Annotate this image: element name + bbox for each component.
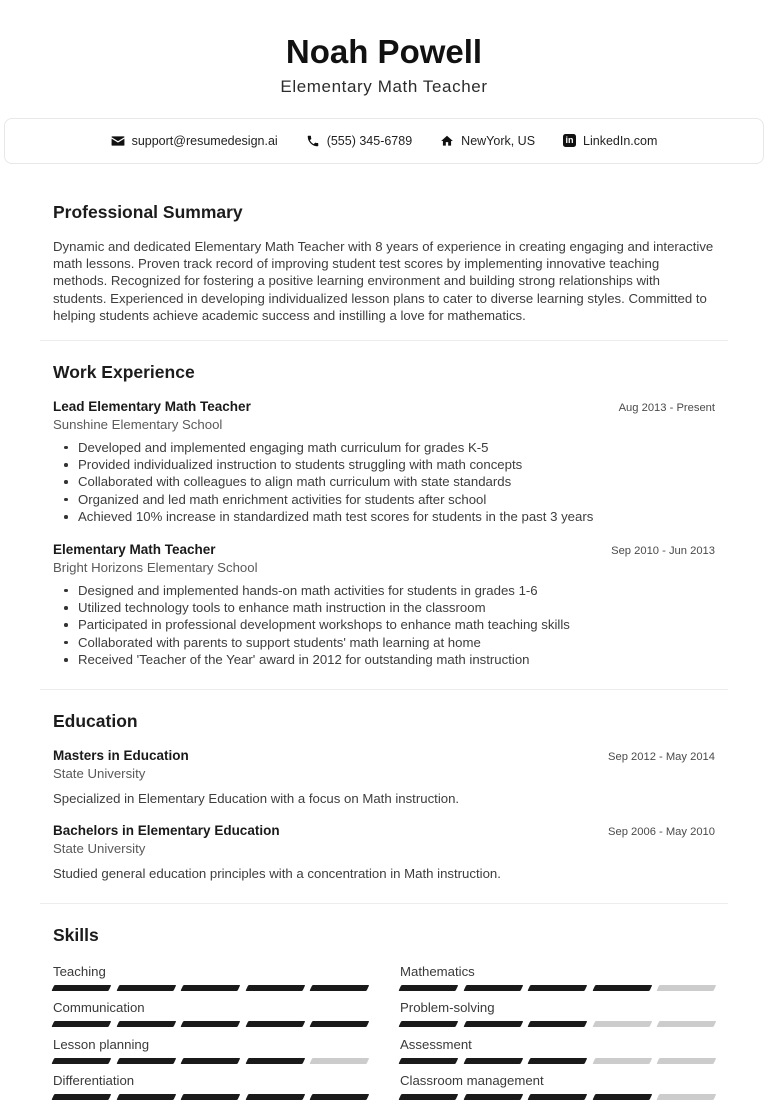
skill-segment-filled (528, 1058, 587, 1064)
skills-column-right (400, 964, 715, 1110)
skill-item (400, 1037, 715, 1064)
skill-segment-filled (245, 1021, 304, 1027)
skill-segment-filled (181, 1058, 240, 1064)
experience-heading: Work Experience (53, 361, 195, 382)
skill-segment-empty (310, 1058, 369, 1064)
phone-icon (306, 134, 320, 148)
candidate-name: Noah Powell (285, 33, 483, 70)
skill-segment-filled (310, 1094, 369, 1100)
job-bullet: Provided individualized instruction to students struggling with math concepts (78, 456, 715, 473)
job-bullet: Achieved 10% increase in standardized math test scores for students in the past 3 years (78, 508, 715, 525)
degree-title: Bachelors in Elementary Education (53, 823, 280, 839)
skill-item (53, 1073, 368, 1100)
skill-segment-filled (52, 985, 111, 991)
skill-segment-empty (592, 1058, 651, 1064)
resume-body (0, 202, 768, 1110)
degree-entry-head (53, 823, 715, 838)
degree-description: Specialized in Elementary Education with a focus on Math instruction. (53, 790, 460, 806)
job-dates: Sep 2010 - Jun 2013 (611, 544, 715, 557)
skill-name: Lesson planning (53, 1036, 150, 1052)
job-bullet: Collaborated with colleagues to align math curriculum with state standards (78, 473, 715, 490)
skill-segment-empty (657, 1094, 716, 1100)
skill-level-bar (53, 1021, 368, 1027)
skill-segment-filled (528, 985, 587, 991)
degree-entry-head (53, 748, 715, 763)
skill-level-bar (53, 1094, 368, 1100)
skill-segment-filled (463, 1058, 522, 1064)
job-dates: Aug 2013 - Present (618, 401, 715, 414)
contact-email-text: support@resumedesign.ai (131, 133, 278, 148)
degree-entry (53, 823, 715, 882)
linkedin-icon: in (563, 134, 576, 147)
resume-header (0, 0, 768, 97)
skill-name: Teaching (53, 963, 106, 979)
contact-linkedin-text: LinkedIn.com (583, 133, 658, 148)
skill-segment-filled (181, 985, 240, 991)
skill-level-bar (53, 1058, 368, 1064)
skill-segment-filled (245, 985, 304, 991)
contact-location[interactable] (440, 134, 535, 148)
contact-linkedin[interactable] (563, 134, 657, 148)
skill-segment-filled (52, 1058, 111, 1064)
skill-name: Assessment (400, 1036, 472, 1052)
skill-segment-filled (399, 1021, 458, 1027)
skill-segment-filled (116, 1058, 175, 1064)
skill-segment-filled (116, 1094, 175, 1100)
skill-segment-filled (592, 1094, 651, 1100)
skill-name: Mathematics (400, 963, 475, 979)
skills-column-left (53, 964, 368, 1110)
contact-bar (4, 118, 764, 164)
email-icon (111, 134, 125, 148)
summary-text: Dynamic and dedicated Elementary Math Teacher with 8 years of experience in creating engaging and interactive math lessons. Proven track record of improving student test scores by implementing innovative teaching methods. Recognized for fostering a positive learning environment and building strong relationships with students. Experienced in developing individualized lesson plans to cater to diverse learning styles. Committed to helping students achieve academic success and instilling a love for mathematics. (53, 238, 714, 324)
skill-level-bar (53, 985, 368, 991)
job-entry-head (53, 542, 715, 557)
skill-segment-empty (657, 1058, 716, 1064)
skill-name: Problem-solving (400, 1000, 495, 1015)
skill-segment-filled (116, 985, 175, 991)
skill-segment-filled (52, 1021, 111, 1027)
degree-dates: Sep 2012 - May 2014 (608, 750, 715, 763)
job-bullet: Received 'Teacher of the Year' award in 2012 for outstanding math instruction (78, 651, 715, 668)
section-professional-summary (40, 202, 728, 340)
skill-segment-empty (657, 985, 716, 991)
home-icon (440, 134, 454, 148)
job-bullets (53, 582, 715, 669)
skill-item (53, 964, 368, 991)
job-bullet: Designed and implemented hands-on math activities for students in grades 1-6 (78, 582, 715, 599)
degree-entry (53, 748, 715, 807)
skill-segment-filled (592, 985, 651, 991)
skill-item (400, 1000, 715, 1027)
degree-title: Masters in Education (53, 747, 189, 763)
skill-segment-filled (245, 1094, 304, 1100)
job-company: Sunshine Elementary School (53, 416, 223, 432)
skill-name: Differentiation (53, 1073, 135, 1088)
contact-phone[interactable] (306, 134, 412, 148)
job-bullet: Organized and led math enrichment activities for students after school (78, 491, 715, 508)
job-bullets (53, 439, 715, 526)
skill-level-bar (400, 1094, 715, 1100)
candidate-job-title: Elementary Math Teacher (280, 76, 488, 96)
skill-segment-filled (310, 985, 369, 991)
job-bullet: Participated in professional development workshops to enhance math teaching skills (78, 616, 715, 633)
section-skills (40, 903, 728, 1110)
contact-email[interactable] (111, 134, 278, 148)
skill-segment-empty (657, 1021, 716, 1027)
job-title: Lead Elementary Math Teacher (53, 398, 251, 414)
skill-level-bar (400, 1021, 715, 1027)
education-heading: Education (53, 710, 138, 731)
skill-item (400, 1073, 715, 1100)
skill-level-bar (400, 985, 715, 991)
section-education (40, 689, 728, 903)
degree-school: State University (53, 765, 146, 781)
skill-segment-filled (463, 1094, 522, 1100)
section-work-experience (40, 340, 728, 689)
skill-segment-empty (592, 1021, 651, 1027)
skill-segment-filled (181, 1094, 240, 1100)
contact-location-text: NewYork, US (461, 133, 536, 148)
skill-segment-filled (463, 985, 522, 991)
degree-dates: Sep 2006 - May 2010 (608, 826, 715, 839)
contact-phone-text: (555) 345-6789 (326, 133, 413, 148)
skill-segment-filled (181, 1021, 240, 1027)
skill-item (53, 1037, 368, 1064)
skill-segment-filled (399, 1094, 458, 1100)
degree-list (53, 748, 715, 883)
skill-name: Communication (53, 1000, 145, 1015)
degree-school: State University (53, 841, 146, 857)
skill-segment-filled (52, 1094, 111, 1100)
summary-heading: Professional Summary (53, 201, 243, 222)
skill-segment-filled (310, 1021, 369, 1027)
skill-segment-filled (399, 1058, 458, 1064)
skill-segment-filled (528, 1021, 587, 1027)
job-bullet: Utilized technology tools to enhance math instruction in the classroom (78, 599, 715, 616)
skill-segment-filled (399, 985, 458, 991)
job-title: Elementary Math Teacher (53, 541, 216, 557)
job-entry-head (53, 399, 715, 414)
skill-item (53, 1000, 368, 1027)
job-bullet: Collaborated with parents to support students' math learning at home (78, 634, 715, 651)
skill-segment-filled (245, 1058, 304, 1064)
skill-segment-filled (463, 1021, 522, 1027)
skills-grid (53, 964, 715, 1110)
job-list (53, 399, 715, 669)
job-entry (53, 542, 715, 669)
job-entry (53, 399, 715, 526)
skill-item (400, 964, 715, 991)
skill-name: Classroom management (400, 1073, 544, 1088)
skill-segment-filled (528, 1094, 587, 1100)
job-company: Bright Horizons Elementary School (53, 559, 258, 575)
skill-level-bar (400, 1058, 715, 1064)
skills-heading: Skills (53, 924, 99, 945)
skill-segment-filled (116, 1021, 175, 1027)
job-bullet: Developed and implemented engaging math curriculum for grades K-5 (78, 439, 715, 456)
degree-description: Studied general education principles with a concentration in Math instruction. (53, 866, 501, 882)
